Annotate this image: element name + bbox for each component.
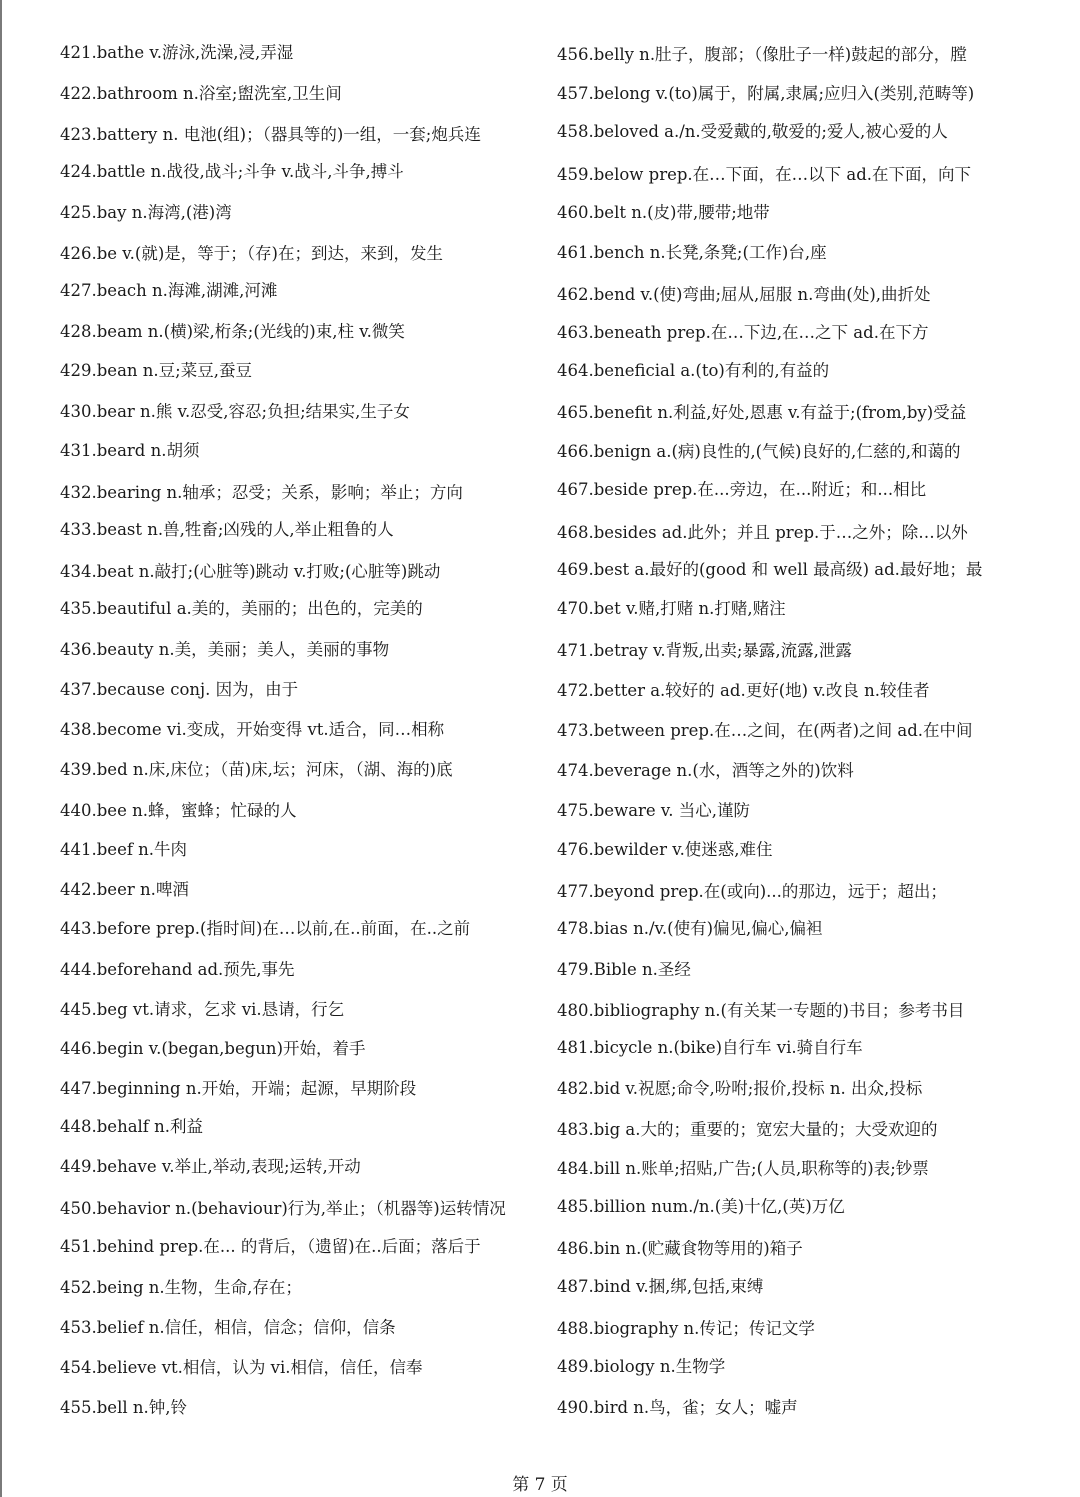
- vocab-entry: 473.between prep.在…之间，在(两者)之间 ad.在中间: [557, 721, 973, 740]
- vocab-entry: 433.beast n.兽,牲畜;凶残的人,举止粗鲁的人: [60, 520, 394, 539]
- vocab-entry: 450.behavior n.(behaviour)行为,举止；（机器等)运转情况: [60, 1199, 506, 1218]
- vocab-entry: 439.bed n.床,床位；（苗)床,坛；河床，（湖、海的)底: [60, 760, 453, 779]
- vocab-entry: 436.beauty n.美，美丽；美人，美丽的事物: [60, 640, 390, 659]
- vocab-entry: 476.bewilder v.使迷惑,难住: [557, 840, 773, 859]
- vocab-entry: 427.beach n.海滩,湖滩,河滩: [60, 281, 278, 300]
- vocab-entry: 469.best a.最好的(good 和 well 最高级) ad.最好地；最: [557, 560, 983, 579]
- vocab-entry: 488.biography n.传记；传记文学: [557, 1319, 815, 1338]
- vocab-entry: 489.biology n.生物学: [557, 1357, 726, 1376]
- vocab-entry: 425.bay n.海湾,(港)湾: [60, 203, 232, 222]
- vocab-entry: 486.bin n.(贮藏食物等用的)箱子: [557, 1239, 803, 1258]
- vocab-entry: 471.betray v.背叛,出卖;暴露,流露,泄露: [557, 641, 852, 660]
- vocab-entry: 435.beautiful a.美的，美丽的；出色的，完美的: [60, 599, 423, 618]
- vocab-entry: 470.bet v.赌,打赌 n.打赌,赌注: [557, 599, 786, 618]
- vocab-entry: 460.belt n.(皮)带,腰带;地带: [557, 203, 770, 222]
- vocab-entry: 483.big a.大的；重要的；宽宏大量的；大受欢迎的: [557, 1120, 938, 1139]
- vocab-entry: 480.bibliography n.(有关某一专题的)书目；参考书目: [557, 1001, 965, 1020]
- vocab-entry: 479.Bible n.圣经: [557, 960, 691, 979]
- vocab-entry: 448.behalf n.利益: [60, 1117, 204, 1136]
- vocab-entry: 429.bean n.豆;菜豆,蚕豆: [60, 361, 252, 380]
- vocab-entry: 484.bill n.账单;招贴,广告;(人员,职称等的)表;钞票: [557, 1159, 929, 1178]
- vocab-entry: 454.believe vt.相信，认为 vi.相信，信任，信奉: [60, 1358, 423, 1377]
- vocab-entry: 485.billion num./n.(美)十亿,(英)万亿: [557, 1197, 845, 1216]
- vocab-entry: 463.beneath prep.在…下边,在…之下 ad.在下方: [557, 323, 929, 342]
- vocab-entry: 459.below prep.在…下面，在…以下 ad.在下面，向下: [557, 165, 972, 184]
- vocab-entry: 426.be v.(就)是，等于；（存)在；到达，来到，发生: [60, 244, 443, 263]
- vocab-entry: 477.beyond prep.在(或向)...的那边，远于；超出；: [557, 882, 947, 901]
- page-number: 第 7 页: [512, 1475, 568, 1495]
- vocab-entry: 467.beside prep.在...旁边，在...附近；和...相比: [557, 480, 927, 499]
- vocab-entry: 430.bear n.熊 v.忍受,容忍;负担;结果实,生子女: [60, 402, 410, 421]
- vocab-entry: 465.benefit n.利益,好处,恩惠 v.有益于;(from,by)受益: [557, 403, 967, 422]
- vocab-entry: 424.battle n.战役,战斗;斗争 v.战斗,斗争,搏斗: [60, 162, 404, 181]
- vocab-entry: 487.bind v.捆,绑,包括,束缚: [557, 1277, 764, 1296]
- vocab-entry: 438.become vi.变成，开始变得 vt.适合，同…相称: [60, 720, 445, 739]
- vocab-entry: 444.beforehand ad.预先,事先: [60, 960, 295, 979]
- vocab-entry: 449.behave v.举止,举动,表现;运转,开动: [60, 1157, 361, 1176]
- vocab-entry: 472.better a.较好的 ad.更好(地) v.改良 n.较佳者: [557, 681, 930, 700]
- vocab-entry: 452.being n.生物，生命,存在；: [60, 1278, 302, 1297]
- vocab-entry: 478.bias n./v.(使有)偏见,偏心,偏袒: [557, 919, 823, 938]
- vocab-entry: 422.bathroom n.浴室;盥洗室,卫生间: [60, 84, 342, 103]
- vocab-entry: 441.beef n.牛肉: [60, 840, 188, 859]
- vocab-entry: 462.bend v.(使)弯曲;屈从,屈服 n.弯曲(处),曲折处: [557, 285, 931, 304]
- vocab-entry: 482.bid v.祝愿;命令,吩咐;报价,投标 n. 出众,投标: [557, 1079, 923, 1098]
- vocab-entry: 447.beginning n.开始，开端；起源，早期阶段: [60, 1079, 417, 1098]
- vocab-entry: 458.beloved a./n.受爱戴的,敬爱的;爱人,被心爱的人: [557, 122, 948, 141]
- vocab-entry: 421.bathe v.游泳,洗澡,浸,弄湿: [60, 43, 294, 62]
- vocab-entry: 461.bench n.长凳,条凳;(工作)台,座: [557, 243, 827, 262]
- vocab-entry: 456.belly n.肚子，腹部；（像肚子一样)鼓起的部分，膛: [557, 45, 967, 64]
- vocab-entry: 464.beneficial a.(to)有利的,有益的: [557, 361, 830, 380]
- vocab-entry: 475.beware v. 当心,谨防: [557, 801, 751, 820]
- vocab-entry: 481.bicycle n.(bike)自行车 vi.骑自行车: [557, 1038, 863, 1057]
- vocab-entry: 490.bird n.鸟，雀；女人；嘘声: [557, 1398, 798, 1417]
- vocab-entry: 453.belief n.信任，相信，信念；信仰，信条: [60, 1318, 396, 1337]
- vocab-entry: 474.beverage n.(水，酒等之外的)饮料: [557, 761, 854, 780]
- vocab-entry: 431.beard n.胡须: [60, 441, 200, 460]
- vocab-entry: 455.bell n.钟,铃: [60, 1398, 187, 1417]
- vocab-entry: 443.before prep.(指时间)在…以前,在..前面，在..之前: [60, 919, 471, 938]
- vocab-entry: 428.beam n.(横)梁,桁条;(光线的)束,柱 v.微笑: [60, 322, 405, 341]
- page-edge-line: [0, 0, 2, 1497]
- vocab-entry: 466.benign a.(病)良性的,(气候)良好的,仁慈的,和蔼的: [557, 442, 961, 461]
- vocab-entry: 423.battery n. 电池(组)；（器具等的)一组，一套;炮兵连: [60, 125, 481, 144]
- vocab-entry: 432.bearing n.轴承；忍受；关系，影响；举止；方向: [60, 483, 463, 502]
- vocab-entry: 442.beer n.啤酒: [60, 880, 189, 899]
- vocab-entry: 445.beg vt.请求，乞求 vi.恳请，行乞: [60, 1000, 345, 1019]
- vocab-entry: 457.belong v.(to)属于，附属,隶属;应归入(类别,范畴等): [557, 84, 975, 103]
- vocab-entry: 437.because conj. 因为，由于: [60, 680, 299, 699]
- vocab-entry: 440.bee n.蜂，蜜蜂；忙碌的人: [60, 801, 297, 820]
- vocab-entry: 468.besides ad.此外；并且 prep.于…之外；除…以外: [557, 523, 968, 542]
- vocab-entry: 451.behind prep.在... 的背后，（遗留)在..后面；落后于: [60, 1237, 481, 1256]
- vocab-entry: 446.begin v.(began,begun)开始，着手: [60, 1039, 366, 1058]
- vocab-entry: 434.beat n.敲打;(心脏等)跳动 v.打败;(心脏等)跳动: [60, 562, 441, 581]
